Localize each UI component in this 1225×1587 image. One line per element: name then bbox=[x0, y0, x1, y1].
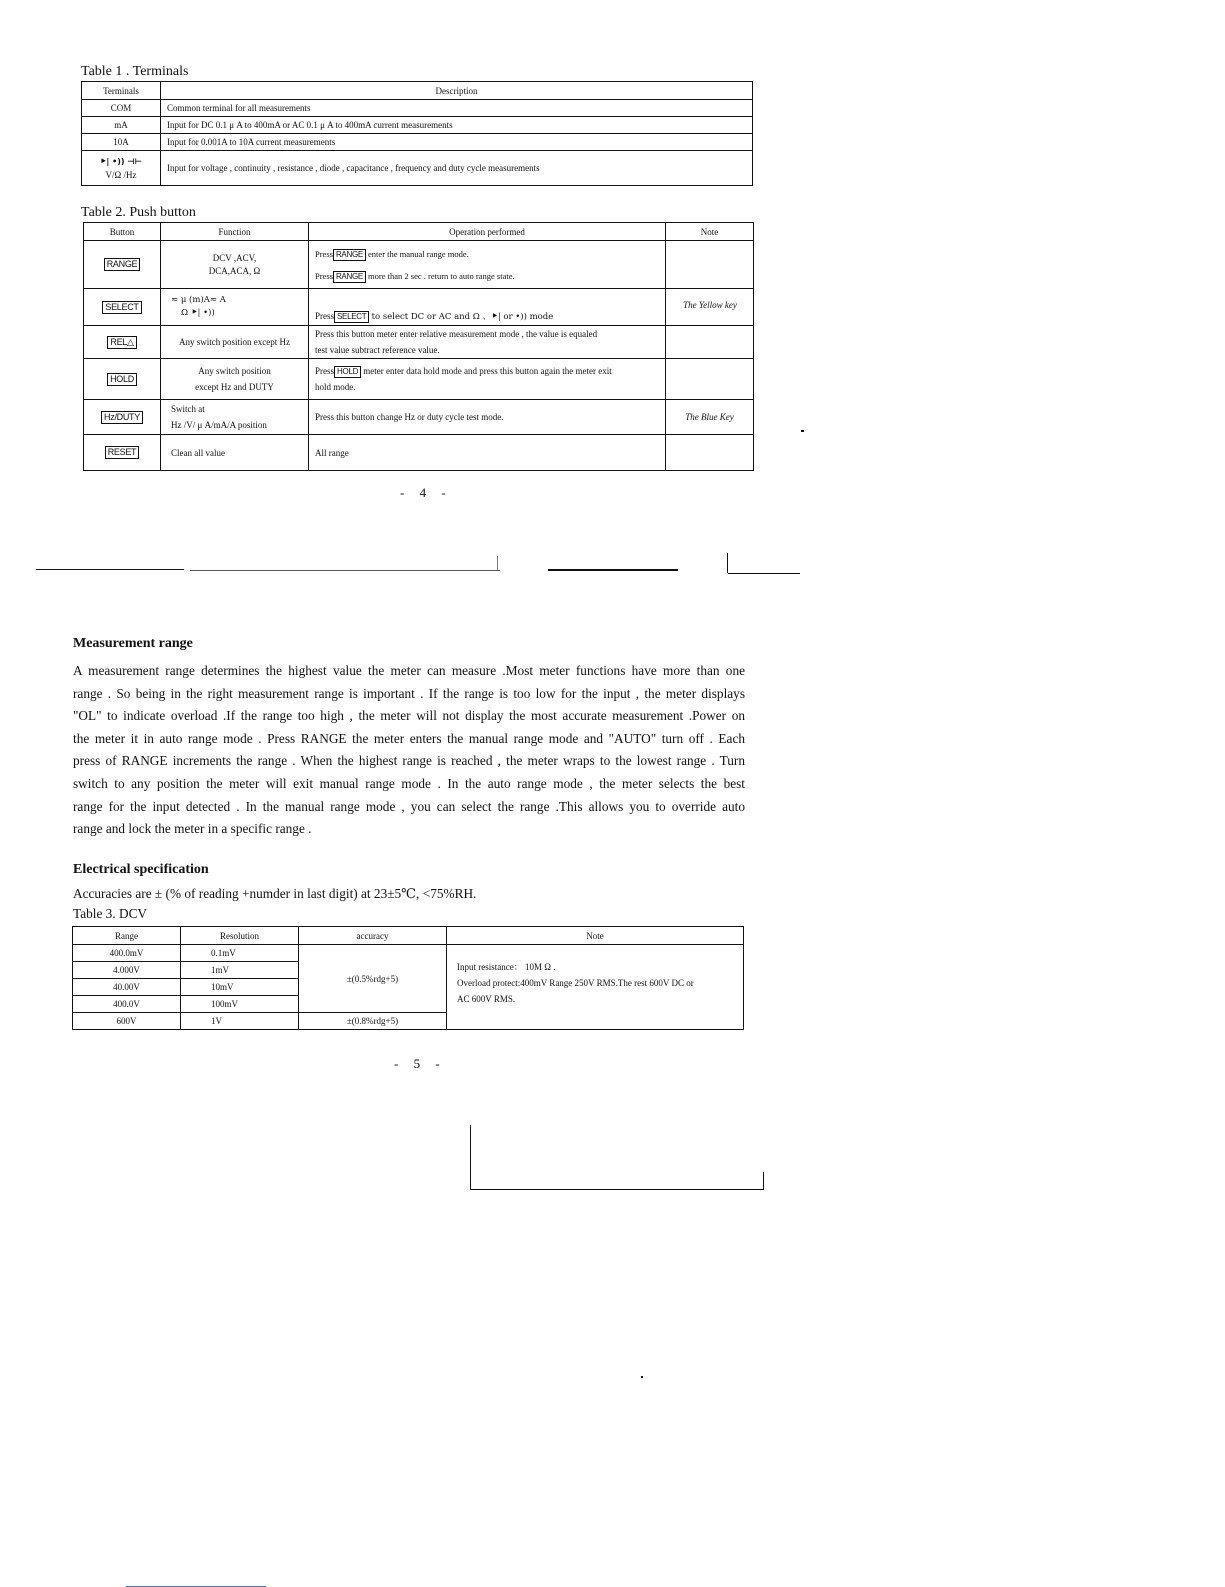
page-divider bbox=[727, 553, 728, 573]
reset-key-icon: RESET bbox=[105, 446, 140, 459]
function-line: except Hz and DUTY bbox=[195, 382, 274, 392]
function-line: Ω ⯈| •)) bbox=[181, 308, 215, 318]
operation-line: hold mode. bbox=[315, 382, 356, 392]
note-line: AC 600V RMS. bbox=[457, 994, 516, 1004]
table-row bbox=[84, 435, 754, 471]
operation-cell bbox=[309, 241, 666, 289]
rel-key-icon: REL△ bbox=[107, 336, 136, 349]
yellow-key-note: The Yellow key bbox=[683, 300, 737, 310]
header-note: Note bbox=[666, 223, 754, 241]
range-cell: 40.00V bbox=[73, 979, 181, 996]
hold-key-icon: HOLD bbox=[107, 373, 137, 386]
description-cell: Input for 0.001A to 10A current measurements bbox=[161, 134, 753, 151]
header-terminals: Terminals bbox=[82, 82, 161, 100]
page-divider bbox=[190, 570, 500, 571]
description-cell: Input for DC 0.1 μ A to 400mA or AC 0.1 μ A to 400mA current measurements bbox=[161, 117, 753, 134]
terminal-cell: 10A bbox=[82, 134, 161, 151]
resolution-cell: 1mV bbox=[181, 962, 299, 979]
table-row bbox=[84, 326, 754, 359]
button-cell bbox=[84, 241, 161, 289]
table1-caption: Table 1 . Terminals bbox=[81, 64, 189, 79]
scan-dot bbox=[801, 430, 804, 432]
select-key-icon: SELECT bbox=[102, 301, 141, 314]
note-cell bbox=[447, 945, 744, 1030]
accuracy-cell: ±(0.8%rdg+5) bbox=[299, 1013, 447, 1030]
header-accuracy: accuracy bbox=[299, 927, 447, 945]
table-row bbox=[84, 359, 754, 400]
page-number: - 4 - bbox=[400, 485, 452, 500]
header-description: Description bbox=[161, 82, 753, 100]
select-key-icon: SELECT bbox=[334, 311, 369, 323]
terminal-label: V/Ω /Hz bbox=[105, 169, 137, 180]
table-row bbox=[82, 117, 753, 134]
operation-text: Press bbox=[315, 311, 335, 321]
note-cell bbox=[666, 435, 754, 471]
operation-text: enter the manual range mode. bbox=[368, 248, 469, 259]
note-cell bbox=[666, 326, 754, 359]
function-cell: Clean all value bbox=[161, 435, 309, 471]
scan-frame bbox=[470, 1125, 471, 1190]
note-line: Input resistance： 10M Ω . bbox=[457, 962, 556, 972]
resolution-cell: 100mV bbox=[181, 996, 299, 1013]
operation-cell: Press this button change Hz or duty cycle test mode. bbox=[309, 400, 666, 435]
accuracy-statement: Accuracies are ± (% of reading +numder in last digit) at 23±5℃, <75%RH. bbox=[73, 886, 477, 901]
range-key-icon: RANGE bbox=[333, 249, 366, 261]
table-row bbox=[82, 134, 753, 151]
operation-line bbox=[315, 268, 659, 284]
button-cell bbox=[84, 326, 161, 359]
operation-line: Press this button meter enter relative measurement mode , the value is equaled bbox=[315, 329, 598, 339]
push-button-table bbox=[83, 222, 754, 471]
range-cell: 600V bbox=[73, 1013, 181, 1030]
function-cell bbox=[161, 289, 309, 326]
range-cell: 400.0V bbox=[73, 996, 181, 1013]
description-cell: Input for voltage , continuity , resistance , diode , capacitance , frequency and duty cycle measurements bbox=[161, 151, 753, 186]
note-line: Overload protect:400mV Range 250V RMS.The rest 600V DC or bbox=[457, 978, 694, 988]
header-button: Button bbox=[84, 223, 161, 241]
description-cell: Common terminal for all measurements bbox=[161, 100, 753, 117]
page-divider bbox=[728, 573, 800, 574]
paragraph-line: press of RANGE increments the range . When the highest range is reached , the meter wraps to the lowest range . Turn bbox=[73, 753, 745, 769]
terminal-cell: mA bbox=[82, 117, 161, 134]
range-key-icon: RANGE bbox=[104, 258, 141, 271]
dcv-table bbox=[72, 926, 744, 1030]
table-row bbox=[84, 289, 754, 326]
paragraph-line: "OL" to indicate overload .If the range too high , the meter will not display the most accurate measurement .Power on bbox=[73, 708, 745, 724]
electrical-spec-heading: Electrical specification bbox=[73, 862, 209, 877]
operation-text: more than 2 sec . return to auto range state. bbox=[368, 270, 515, 281]
terminals-table bbox=[81, 81, 753, 186]
header-operation: Operation performed bbox=[309, 223, 666, 241]
table-row bbox=[82, 100, 753, 117]
scan-frame bbox=[470, 1189, 764, 1190]
resolution-cell: 0.1mV bbox=[181, 945, 299, 962]
header-note: Note bbox=[447, 927, 744, 945]
table2-caption: Table 2. Push button bbox=[81, 205, 196, 220]
paragraph-line: range for the input detected . In the manual range mode , you can select the range .This allows you to override auto bbox=[73, 798, 745, 814]
button-cell bbox=[84, 435, 161, 471]
operation-text: to select DC or AC and Ω 、⯈| or •)) mode bbox=[371, 312, 554, 322]
operation-text: Press bbox=[315, 248, 333, 259]
table3-caption: Table 3. DCV bbox=[73, 906, 148, 921]
operation-text: meter enter data hold mode and press this button again the meter exit bbox=[363, 366, 612, 376]
operation-cell bbox=[309, 326, 666, 359]
operation-text: Press bbox=[315, 270, 333, 281]
hz-duty-key-icon: Hz/DUTY bbox=[101, 411, 143, 424]
range-cell: 400.0mV bbox=[73, 945, 181, 962]
table-row bbox=[84, 400, 754, 435]
function-line: Any switch position bbox=[198, 366, 271, 376]
range-cell: 4.000V bbox=[73, 962, 181, 979]
table-row bbox=[82, 151, 753, 186]
measurement-range-heading: Measurement range bbox=[73, 636, 193, 651]
function-line: Switch at bbox=[171, 404, 205, 414]
function-line: ≂ μ (m)A≂ A bbox=[171, 295, 226, 305]
measurement-range-paragraph bbox=[73, 660, 745, 841]
page-divider bbox=[36, 569, 184, 570]
range-key-icon: RANGE bbox=[333, 271, 366, 283]
note-cell: The Blue Key bbox=[666, 400, 754, 435]
header-resolution: Resolution bbox=[181, 927, 299, 945]
operation-cell bbox=[309, 359, 666, 400]
operation-cell: All range bbox=[309, 435, 666, 471]
resolution-cell: 10mV bbox=[181, 979, 299, 996]
button-cell bbox=[84, 359, 161, 400]
diode-continuity-capacitor-icon: ⯈| •)) ⊣⊢ bbox=[100, 156, 142, 166]
operation-line bbox=[315, 246, 659, 262]
table-header-row bbox=[73, 927, 744, 945]
resolution-cell: 1V bbox=[181, 1013, 299, 1030]
operation-line: test value subtract reference value. bbox=[315, 345, 440, 355]
operation-cell bbox=[309, 289, 666, 326]
paragraph-line: range . So being in the right measurement range is important . If the range is too low for the input , the meter displays bbox=[73, 685, 745, 701]
scan-dot bbox=[641, 1376, 643, 1378]
terminal-cell: COM bbox=[82, 100, 161, 117]
table-header-row bbox=[84, 223, 754, 241]
paragraph-line: A measurement range determines the highest value the meter can measure .Most meter functions have more than one bbox=[73, 663, 745, 678]
note-cell bbox=[666, 241, 754, 289]
note-cell bbox=[666, 359, 754, 400]
paragraph-line: the meter it in auto range mode . Press RANGE the meter enters the manual range mode and "AUTO" turn off . Each bbox=[73, 730, 745, 746]
table-row bbox=[84, 241, 754, 289]
paragraph-line: switch to any position the meter will exit manual range mode . In the auto range mode , the meter selects the best bbox=[73, 775, 745, 791]
page-divider bbox=[548, 569, 678, 571]
header-range: Range bbox=[73, 927, 181, 945]
terminal-cell bbox=[82, 151, 161, 186]
function-line: DCA,ACA, Ω bbox=[208, 265, 261, 276]
paragraph-line: range and lock the meter in a specific range . bbox=[73, 821, 312, 837]
scan-frame bbox=[763, 1172, 764, 1190]
hold-key-icon: HOLD bbox=[334, 366, 361, 378]
page-divider bbox=[497, 556, 498, 570]
operation-text: Press bbox=[315, 366, 335, 376]
button-cell bbox=[84, 289, 161, 326]
function-cell bbox=[161, 241, 309, 289]
function-cell bbox=[161, 359, 309, 400]
function-cell: Any switch position except Hz bbox=[161, 326, 309, 359]
button-cell bbox=[84, 400, 161, 435]
function-line: DCV ,ACV, bbox=[212, 252, 257, 263]
operation-line bbox=[315, 363, 659, 379]
function-line: Hz /V/ μ A/mA/A position bbox=[171, 420, 267, 430]
accuracy-cell: ±(0.5%rdg+5) bbox=[299, 945, 447, 1013]
page-number: - 5 - bbox=[394, 1056, 446, 1071]
function-cell bbox=[161, 400, 309, 435]
table-header-row bbox=[82, 82, 753, 100]
table-row bbox=[73, 945, 744, 962]
header-function: Function bbox=[161, 223, 309, 241]
